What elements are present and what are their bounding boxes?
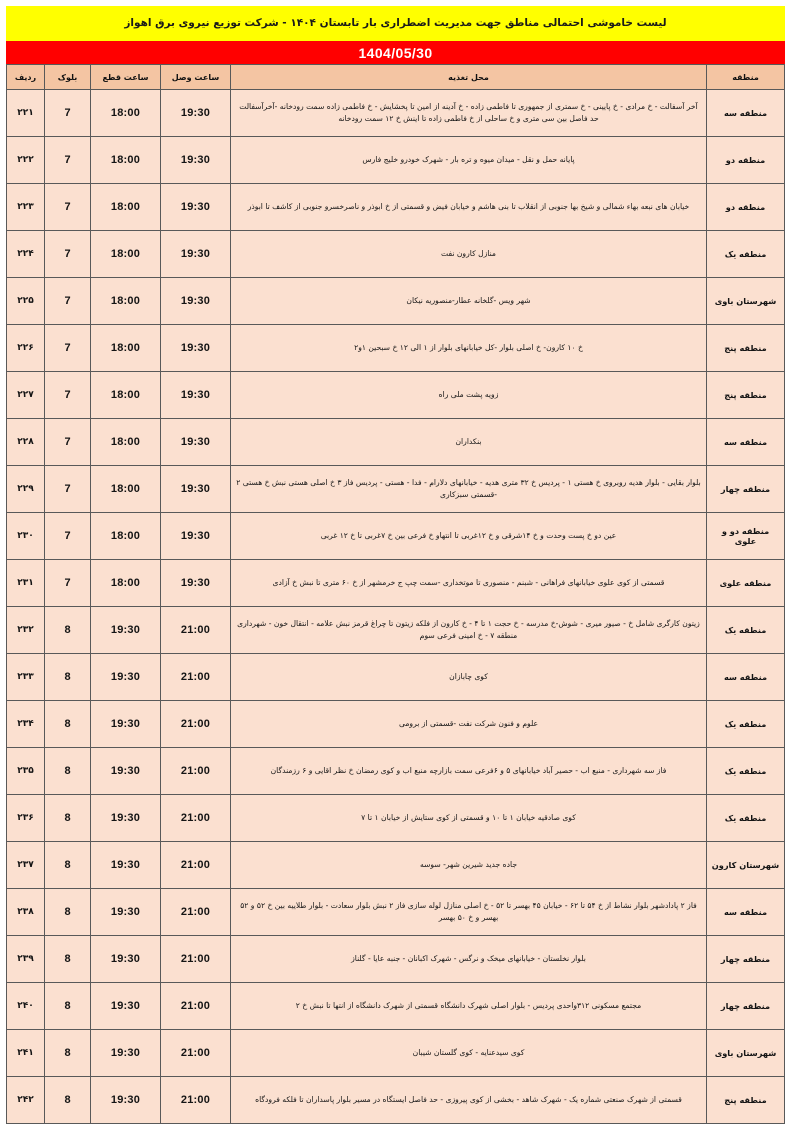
cell-place: قسمتی از شهرک صنعتی شماره یک - شهرک شاهد - بخشی از کوی پیروزی - حد فاصل ایستگاه در مسیر بلوار پاسداران تا فلکه فرودگاه [231,1077,707,1124]
cell-block: 8 [45,654,91,701]
column-header-on-time: ساعت وصل [161,65,231,90]
cell-radif: ۲۲۴ [7,231,45,278]
table-header-row [7,65,785,90]
cell-radif: ۲۲۳ [7,184,45,231]
cell-place: بنکداران [231,419,707,466]
cell-radif: ۲۲۷ [7,372,45,419]
cell-place: منازل کارون نفت [231,231,707,278]
cell-region: شهرستان باوی [707,278,785,325]
cell-region: شهرستان کارون [707,842,785,889]
table-row [7,513,785,560]
cell-radif: ۲۳۸ [7,889,45,936]
outage-table [6,64,785,1124]
table-body [7,90,785,1124]
cell-on-time: 19:30 [161,419,231,466]
cell-block: 7 [45,325,91,372]
cell-block: 8 [45,748,91,795]
cell-place: بلوار بقایی - بلوار هدیه روبروی خ هستی ۱ - پردیس خ ۳۲ متری هدیه - خیابانهای دلارام - فدا - هستی - پردیس فاز ۳ خ اصلی هستی نبش خ هستی ۲ -قسمتی سبزکاری [231,466,707,513]
cell-radif: ۲۳۳ [7,654,45,701]
cell-region: منطقه پنج [707,325,785,372]
cell-place: عین دو خ پست وحدت و خ ۱۴شرقی و خ ۱۲غربی تا انتهاو خ فرعی بین خ ۷غربی تا خ ۱۲ غربی [231,513,707,560]
cell-on-time: 21:00 [161,701,231,748]
cell-off-time: 18:00 [91,372,161,419]
cell-region: منطقه دو [707,137,785,184]
cell-radif: ۲۲۹ [7,466,45,513]
cell-region: منطقه یک [707,748,785,795]
table-row [7,184,785,231]
cell-on-time: 21:00 [161,795,231,842]
cell-place: فاز ۲ پادادشهر بلوار نشاط از خ ۵۴ تا ۶۲ - خیابان ۴۵ بهسر تا ۵۲ - خ اصلی منازل لوله سازی فاز ۲ نبش بلوار سعادت - بلوار طلاییه بین خ ۵۲ و ۵۲ بهسر و خ ۵۰ بهسر [231,889,707,936]
cell-off-time: 18:00 [91,325,161,372]
cell-block: 7 [45,278,91,325]
table-row [7,654,785,701]
cell-region: منطقه یک [707,607,785,654]
cell-off-time: 19:30 [91,983,161,1030]
cell-off-time: 19:30 [91,748,161,795]
cell-off-time: 19:30 [91,607,161,654]
cell-radif: ۲۴۱ [7,1030,45,1077]
cell-off-time: 19:30 [91,701,161,748]
cell-off-time: 18:00 [91,278,161,325]
table-header [7,65,785,90]
cell-region: منطقه سه [707,419,785,466]
cell-off-time: 18:00 [91,419,161,466]
cell-block: 7 [45,184,91,231]
cell-region: منطقه یک [707,701,785,748]
cell-region: منطقه سه [707,889,785,936]
cell-off-time: 19:30 [91,936,161,983]
cell-on-time: 19:30 [161,325,231,372]
cell-on-time: 21:00 [161,889,231,936]
table-row [7,1030,785,1077]
cell-on-time: 19:30 [161,513,231,560]
cell-block: 8 [45,701,91,748]
cell-on-time: 21:00 [161,1077,231,1124]
cell-region: منطقه پنج [707,1077,785,1124]
cell-on-time: 21:00 [161,607,231,654]
cell-on-time: 21:00 [161,748,231,795]
cell-off-time: 19:30 [91,1077,161,1124]
schedule-date: 1404/05/30 [358,44,433,61]
cell-off-time: 19:30 [91,842,161,889]
table-row [7,90,785,137]
cell-off-time: 19:30 [91,795,161,842]
cell-region: شهرستان باوی [707,1030,785,1077]
cell-region: منطقه پنج [707,372,785,419]
cell-place: علوم و فنون شرکت نفت -قسمتی از برومی [231,701,707,748]
cell-place: خ ۱۰ کارون- خ اصلی بلوار -کل خیابانهای بلوار از ۱ الی ۱۲ خ سبحین ۱و۲ [231,325,707,372]
cell-place: بلوار نخلستان - خیابانهای میخک و نرگس - شهرک اکبانان - جنبه عایا - گلناز [231,936,707,983]
cell-on-time: 21:00 [161,983,231,1030]
table-row [7,419,785,466]
cell-radif: ۲۳۵ [7,748,45,795]
cell-block: 8 [45,983,91,1030]
cell-region: منطقه یک [707,795,785,842]
cell-block: 7 [45,560,91,607]
document-title-bar [6,6,785,41]
cell-radif: ۲۳۹ [7,936,45,983]
cell-block: 7 [45,90,91,137]
table-row [7,278,785,325]
table-row [7,842,785,889]
cell-radif: ۲۲۸ [7,419,45,466]
cell-off-time: 18:00 [91,90,161,137]
cell-on-time: 21:00 [161,1030,231,1077]
cell-off-time: 18:00 [91,560,161,607]
cell-on-time: 19:30 [161,560,231,607]
cell-off-time: 19:30 [91,889,161,936]
table-row [7,137,785,184]
cell-radif: ۲۲۱ [7,90,45,137]
cell-block: 8 [45,795,91,842]
cell-region: منطقه سه [707,654,785,701]
table-row [7,560,785,607]
cell-radif: ۲۳۶ [7,795,45,842]
table-row [7,936,785,983]
cell-on-time: 19:30 [161,90,231,137]
cell-region: منطقه دو و علوی [707,513,785,560]
cell-place: قسمتی از کوی علوی خیابانهای فراهانی - شبنم - منصوری تا موتخداری -سمت چپ ج خرمشهر از خ ۶۰ متری تا نبش خ آزادی [231,560,707,607]
cell-radif: ۲۲۲ [7,137,45,184]
cell-block: 7 [45,137,91,184]
cell-place: کوی چابازان [231,654,707,701]
cell-place: کوی سیدعنایه - کوی گلستان شیبان [231,1030,707,1077]
cell-block: 8 [45,842,91,889]
cell-on-time: 21:00 [161,936,231,983]
cell-on-time: 21:00 [161,654,231,701]
cell-place: خیابان های نبعه بهاء شمالی و شیخ بها جنوبی از انقلاب تا بنی هاشم و خیابان فیض و قسمتی از خ ابوذر و ناصرخسرو جنوبی از کاشف تا ابوذر [231,184,707,231]
cell-on-time: 19:30 [161,184,231,231]
table-row [7,325,785,372]
cell-block: 7 [45,372,91,419]
cell-radif: ۲۳۱ [7,560,45,607]
cell-block: 7 [45,466,91,513]
table-row [7,748,785,795]
cell-on-time: 19:30 [161,231,231,278]
table-row [7,983,785,1030]
cell-off-time: 18:00 [91,513,161,560]
table-row [7,466,785,513]
table-row [7,701,785,748]
table-row [7,795,785,842]
cell-block: 8 [45,1030,91,1077]
cell-region: منطقه سه [707,90,785,137]
cell-off-time: 18:00 [91,231,161,278]
cell-region: منطقه دو [707,184,785,231]
cell-on-time: 19:30 [161,278,231,325]
cell-region: منطقه چهار [707,936,785,983]
column-header-radif: ردیف [7,65,45,90]
cell-place: پایانه حمل و نقل - میدان میوه و تره بار - شهرک خودرو خلیج فارس [231,137,707,184]
page-title: لیست خاموشی احتمالی مناطق جهت مدیریت اضطراری بار تابستان ۱۴۰۴ - شرکت توزیع نیروی برق اهواز [124,17,667,30]
cell-block: 8 [45,1077,91,1124]
column-header-block: بلوک [45,65,91,90]
cell-on-time: 19:30 [161,137,231,184]
cell-radif: ۲۴۰ [7,983,45,1030]
cell-block: 7 [45,231,91,278]
column-header-place: محل تغذیه [231,65,707,90]
cell-region: منطقه علوی [707,560,785,607]
cell-place: فاز سه شهرداری - منبع اب - حصیر آباد خیابانهای ۵ و ۶فرعی سمت بازارچه منبع اب و کوی رمضان خ نظر اقایی و ۶ رزمندگان [231,748,707,795]
cell-place: آخر آسفالت - خ مرادی - خ پایینی - خ سمتری از جمهوری تا فاطمی زاده - خ آدینه از امین تا پخشایش - خ فاطمی زاده سمت رودخانه -آخرآسفالت حد فاصل بین سی متری و خ ساحلی از خ فاطمی زاده تا اینش خ ۱۲ سمت رودخانه [231,90,707,137]
table-row [7,372,785,419]
date-banner [6,41,785,64]
column-header-region: منطقه [707,65,785,90]
cell-radif: ۲۳۷ [7,842,45,889]
cell-off-time: 18:00 [91,184,161,231]
table-row [7,607,785,654]
cell-place: جاده جدید شیرین شهر- سوسه [231,842,707,889]
cell-block: 8 [45,936,91,983]
cell-region: منطقه یک [707,231,785,278]
cell-radif: ۲۳۲ [7,607,45,654]
cell-block: 7 [45,513,91,560]
cell-block: 8 [45,889,91,936]
cell-region: منطقه چهار [707,466,785,513]
cell-region: منطقه چهار [707,983,785,1030]
cell-radif: ۲۲۵ [7,278,45,325]
cell-place: زیتون کارگری شامل خ - صیور میری - شوش-خ مدرسه - خ حجت ۱ تا ۴ - خ کارون از فلکه زیتون تا چراغ قرمز نبش علامه - انتقال خون - شهرداری منطقه ۷ - خ امینی فرعی سوم [231,607,707,654]
cell-place: شهر ویس -گلخانه عطار-منصوریه نیکان [231,278,707,325]
cell-place: زویه پشت ملی راه [231,372,707,419]
cell-on-time: 19:30 [161,466,231,513]
cell-radif: ۲۳۴ [7,701,45,748]
cell-block: 7 [45,419,91,466]
cell-off-time: 18:00 [91,466,161,513]
cell-place: مجتمع مسکونی ۳۱۲واحدی پردیس - بلوار اصلی شهرک دانشگاه قسمتی از شهرک دانشگاه از انتها تا نبش خ ۲ [231,983,707,1030]
cell-off-time: 19:30 [91,1030,161,1077]
table-row [7,889,785,936]
cell-on-time: 21:00 [161,842,231,889]
cell-on-time: 19:30 [161,372,231,419]
cell-radif: ۲۲۶ [7,325,45,372]
cell-off-time: 19:30 [91,654,161,701]
column-header-off-time: ساعت قطع [91,65,161,90]
cell-place: کوی صادقیه خیابان ۱ تا ۱۰ و قسمتی از کوی ستایش از خیابان ۱ تا ۷ [231,795,707,842]
table-row [7,1077,785,1124]
cell-radif: ۲۴۲ [7,1077,45,1124]
table-row [7,231,785,278]
cell-off-time: 18:00 [91,137,161,184]
cell-block: 8 [45,607,91,654]
cell-radif: ۲۳۰ [7,513,45,560]
